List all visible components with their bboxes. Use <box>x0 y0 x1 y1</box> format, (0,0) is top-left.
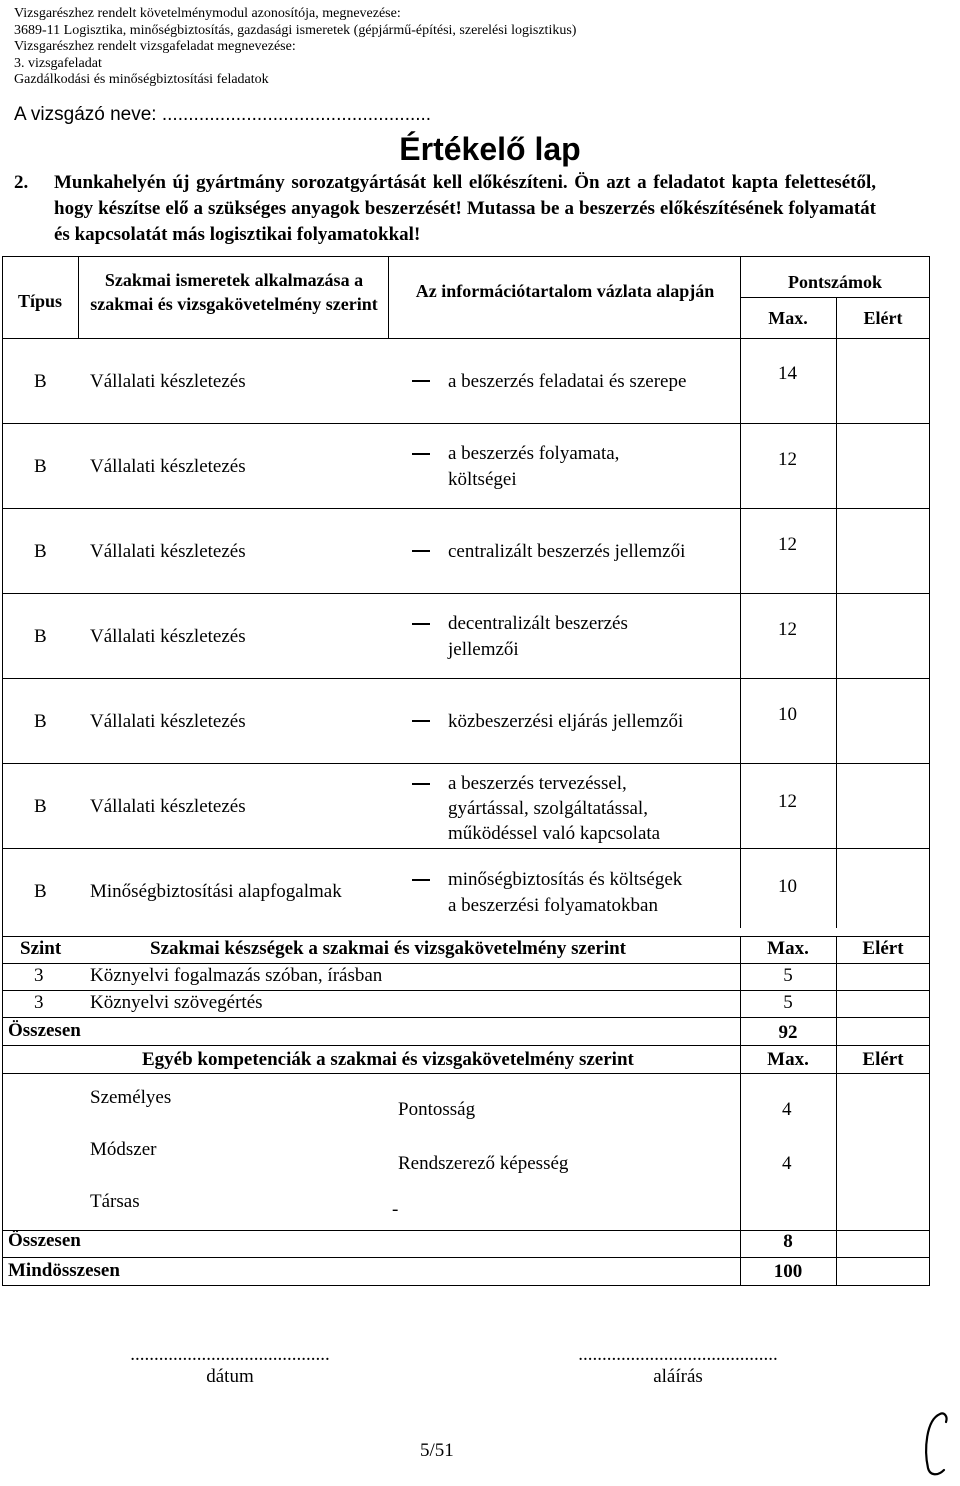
skill-max: 5 <box>783 992 793 1013</box>
dash-icon <box>412 879 430 881</box>
task-number: 2. <box>14 172 29 193</box>
competency-max: 4 <box>782 1153 792 1174</box>
document-header <box>14 6 576 89</box>
skill-label: Köznyelvi szövegértés <box>90 992 263 1013</box>
grand-total-label: Mindösszesen <box>8 1260 120 1281</box>
column-header-outline: Az információtartalom vázlata alapján <box>415 281 715 301</box>
handwritten-mark-icon <box>918 1410 952 1480</box>
row-max: 10 <box>778 876 797 897</box>
row-topic: Vállalati készletezés <box>90 711 246 732</box>
skills-total-value: 92 <box>778 1022 798 1043</box>
row-type: B <box>34 626 47 647</box>
row-outline: költségei <box>448 469 517 490</box>
task-description <box>14 170 876 248</box>
column-header-knowledge: Szakmai ismeretek alkalmazása a szakmai és vizsgakövetelmény szerint <box>90 270 378 314</box>
page-number: 5/51 <box>420 1440 454 1461</box>
header-line-3: Vizsgarészhez rendelt vizsgafeladat megnevezése: <box>14 39 296 54</box>
signature-field <box>548 1344 808 1388</box>
dash-icon <box>412 623 430 625</box>
skill-max: 5 <box>783 965 793 986</box>
row-type: B <box>34 881 47 902</box>
competencies-header-achieved: Elért <box>862 1049 904 1070</box>
row-outline: működéssel való kapcsolata <box>448 823 661 844</box>
skills-header-max: Max. <box>767 938 809 959</box>
row-outline: centralizált beszerzés jellemzői <box>448 541 686 562</box>
competency-category: Személyes <box>90 1087 172 1108</box>
header-line-1: Vizsgarészhez rendelt követelménymodul azonosítója, megnevezése: <box>14 6 401 21</box>
competency-category: Módszer <box>90 1139 157 1160</box>
dash-icon <box>412 783 430 785</box>
competency-item: Pontosság <box>398 1099 476 1120</box>
signature-dots: .......................................... <box>578 1344 778 1365</box>
row-max: 12 <box>778 619 797 640</box>
column-header-achieved: Elért <box>863 308 903 328</box>
competency-max: 4 <box>782 1099 792 1120</box>
header-line-2: 3689-11 Logisztika, minőségbiztosítás, gazdasági ismeretek (gépjármű-építési, szerelési logisztikus) <box>14 22 577 38</box>
row-type: B <box>34 456 47 477</box>
skill-label: Köznyelvi fogalmazás szóban, írásban <box>90 965 383 986</box>
date-label: dátum <box>206 1366 254 1387</box>
column-header-max: Max. <box>768 308 808 328</box>
page-title: Értékelő lap <box>399 131 581 167</box>
row-max: 12 <box>778 534 797 555</box>
row-topic: Vállalati készletezés <box>90 796 246 817</box>
skills-total-label: Összesen <box>8 1020 81 1041</box>
signature-label: aláírás <box>653 1366 703 1387</box>
dash-icon <box>412 453 430 455</box>
header-line-4: 3. vizsgafeladat <box>14 55 102 71</box>
row-outline: közbeszerzési eljárás jellemzői <box>448 711 684 732</box>
row-outline: minőségbiztosítás és költségek <box>448 869 683 890</box>
row-type: B <box>34 371 47 392</box>
competencies-header-max: Max. <box>767 1049 809 1070</box>
row-outline: a beszerzés feladatai és szerepe <box>448 371 687 392</box>
skill-level: 3 <box>34 992 44 1013</box>
skills-header-title: Szakmai készségek a szakmai és vizsgakövetelmény szerint <box>150 938 626 959</box>
row-max: 12 <box>778 449 797 470</box>
row-type: B <box>34 541 47 562</box>
row-max: 12 <box>778 791 797 812</box>
row-outline: a beszerzési folyamatokban <box>448 895 658 916</box>
row-type: B <box>34 796 47 817</box>
row-topic: Vállalati készletezés <box>90 371 246 392</box>
row-topic: Vállalati készletezés <box>90 456 246 477</box>
dash-icon <box>412 720 430 722</box>
candidate-name-field: A vizsgázó neve: ................................................... <box>14 104 432 125</box>
skills-header-achieved: Elért <box>862 938 904 959</box>
skills-header-level: Szint <box>20 938 62 959</box>
competencies-header-title: Egyéb kompetenciák a szakmai és vizsgakövetelmény szerint <box>142 1049 634 1070</box>
row-max: 10 <box>778 704 797 725</box>
competency-item: - <box>392 1199 399 1220</box>
row-outline: jellemzői <box>448 639 519 660</box>
date-field <box>100 1344 360 1388</box>
date-dots: .......................................... <box>130 1344 330 1365</box>
competency-category: Társas <box>90 1191 140 1212</box>
grand-total-value: 100 <box>773 1261 803 1282</box>
row-max: 14 <box>778 363 797 384</box>
row-outline: a beszerzés folyamata, <box>448 443 620 464</box>
dash-icon <box>412 380 430 382</box>
competency-item: Rendszerező képesség <box>398 1153 569 1174</box>
row-outline: gyártással, szolgáltatással, <box>448 798 648 819</box>
column-header-type: Típus <box>17 291 63 311</box>
row-outline: decentralizált beszerzés <box>448 613 628 634</box>
header-line-5: Gazdálkodási és minőségbiztosítási feladatok <box>14 72 269 87</box>
dash-icon <box>412 550 430 552</box>
row-topic: Minőségbiztosítási alapfogalmak <box>90 881 342 902</box>
row-type: B <box>34 711 47 732</box>
row-topic: Vállalati készletezés <box>90 626 246 647</box>
competencies-total-label: Összesen <box>8 1230 81 1251</box>
column-header-points: Pontszámok <box>788 272 882 292</box>
task-text: Munkahelyén új gyártmány sorozatgyártását kell előkészíteni. Ön azt a feladatot kapta felettesétől, hogy készítse elő a szükséges anyagok beszerzését! Mutassa be a beszerzés előkészítésének folyamatát és kapcsolatát más logisztikai folyamatokkal! <box>54 172 876 245</box>
row-outline: a beszerzés tervezéssel, <box>448 773 627 794</box>
row-topic: Vállalati készletezés <box>90 541 246 562</box>
competencies-total-value: 8 <box>783 1231 793 1252</box>
skill-level: 3 <box>34 965 44 986</box>
